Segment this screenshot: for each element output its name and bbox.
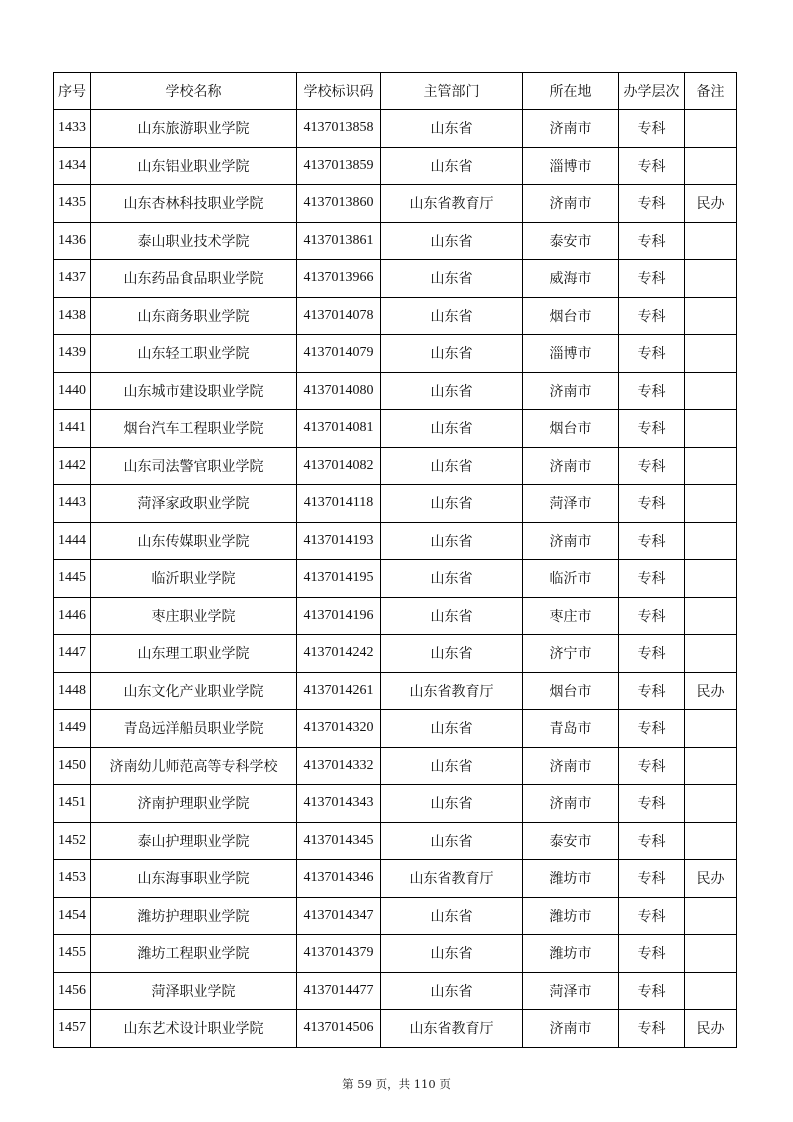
cell-level: 专科 (619, 185, 685, 223)
cell-seq: 1441 (54, 410, 91, 448)
cell-school-code: 4137014261 (297, 672, 381, 710)
cell-school-name: 山东铝业职业学院 (91, 147, 297, 185)
table-row (54, 785, 737, 823)
cell-location: 威海市 (523, 260, 619, 298)
table-row (54, 447, 737, 485)
cell-remark (685, 410, 737, 448)
cell-school-name: 山东轻工职业学院 (91, 335, 297, 373)
cell-remark: 民办 (685, 672, 737, 710)
cell-location: 济南市 (523, 747, 619, 785)
cell-seq: 1438 (54, 297, 91, 335)
cell-seq: 1449 (54, 710, 91, 748)
cell-school-name: 山东杏林科技职业学院 (91, 185, 297, 223)
table-row (54, 672, 737, 710)
cell-remark: 民办 (685, 1010, 737, 1048)
table-row (54, 485, 737, 523)
cell-remark (685, 147, 737, 185)
cell-remark (685, 222, 737, 260)
cell-remark (685, 822, 737, 860)
cell-department: 山东省 (381, 372, 523, 410)
table-row (54, 597, 737, 635)
cell-remark (685, 897, 737, 935)
cell-level: 专科 (619, 110, 685, 148)
cell-location: 菏泽市 (523, 485, 619, 523)
cell-school-code: 4137013966 (297, 260, 381, 298)
cell-school-name: 枣庄职业学院 (91, 597, 297, 635)
cell-remark (685, 260, 737, 298)
cell-school-code: 4137014082 (297, 447, 381, 485)
cell-level: 专科 (619, 710, 685, 748)
cell-location: 淄博市 (523, 147, 619, 185)
cell-location: 泰安市 (523, 822, 619, 860)
cell-remark (685, 297, 737, 335)
cell-level: 专科 (619, 785, 685, 823)
table-row (54, 185, 737, 223)
cell-location: 济南市 (523, 185, 619, 223)
cell-seq: 1439 (54, 335, 91, 373)
cell-school-name: 山东旅游职业学院 (91, 110, 297, 148)
cell-level: 专科 (619, 1010, 685, 1048)
cell-location: 临沂市 (523, 560, 619, 598)
cell-department: 山东省 (381, 222, 523, 260)
cell-seq: 1451 (54, 785, 91, 823)
table-row (54, 222, 737, 260)
cell-school-name: 山东药品食品职业学院 (91, 260, 297, 298)
cell-level: 专科 (619, 635, 685, 673)
cell-department: 山东省 (381, 822, 523, 860)
cell-level: 专科 (619, 860, 685, 898)
cell-level: 专科 (619, 147, 685, 185)
cell-department: 山东省 (381, 560, 523, 598)
table-row (54, 297, 737, 335)
cell-department: 山东省 (381, 335, 523, 373)
cell-school-name: 菏泽家政职业学院 (91, 485, 297, 523)
table-row (54, 522, 737, 560)
cell-seq: 1454 (54, 897, 91, 935)
cell-school-code: 4137013860 (297, 185, 381, 223)
cell-level: 专科 (619, 297, 685, 335)
cell-school-code: 4137014196 (297, 597, 381, 635)
cell-seq: 1448 (54, 672, 91, 710)
cell-department: 山东省 (381, 635, 523, 673)
table-row (54, 335, 737, 373)
header-school-code: 学校标识码 (297, 73, 381, 110)
table-row (54, 635, 737, 673)
cell-location: 济南市 (523, 1010, 619, 1048)
cell-school-code: 4137014320 (297, 710, 381, 748)
cell-location: 潍坊市 (523, 935, 619, 973)
cell-seq: 1437 (54, 260, 91, 298)
cell-seq: 1444 (54, 522, 91, 560)
cell-school-name: 济南护理职业学院 (91, 785, 297, 823)
cell-school-code: 4137014345 (297, 822, 381, 860)
cell-location: 济宁市 (523, 635, 619, 673)
table-row (54, 897, 737, 935)
cell-location: 枣庄市 (523, 597, 619, 635)
cell-remark (685, 785, 737, 823)
cell-school-code: 4137014347 (297, 897, 381, 935)
cell-seq: 1440 (54, 372, 91, 410)
cell-school-code: 4137014118 (297, 485, 381, 523)
cell-location: 潍坊市 (523, 860, 619, 898)
cell-level: 专科 (619, 897, 685, 935)
cell-level: 专科 (619, 935, 685, 973)
cell-school-code: 4137013861 (297, 222, 381, 260)
cell-school-name: 临沂职业学院 (91, 560, 297, 598)
cell-location: 济南市 (523, 372, 619, 410)
cell-department: 山东省 (381, 710, 523, 748)
cell-department: 山东省 (381, 897, 523, 935)
cell-seq: 1434 (54, 147, 91, 185)
cell-department: 山东省 (381, 447, 523, 485)
cell-school-code: 4137014343 (297, 785, 381, 823)
cell-school-name: 烟台汽车工程职业学院 (91, 410, 297, 448)
cell-location: 济南市 (523, 785, 619, 823)
cell-department: 山东省教育厅 (381, 1010, 523, 1048)
cell-school-code: 4137014079 (297, 335, 381, 373)
table-row (54, 747, 737, 785)
cell-department: 山东省 (381, 747, 523, 785)
cell-seq: 1433 (54, 110, 91, 148)
cell-remark (685, 747, 737, 785)
cell-department: 山东省 (381, 410, 523, 448)
cell-level: 专科 (619, 597, 685, 635)
cell-remark (685, 597, 737, 635)
cell-location: 烟台市 (523, 297, 619, 335)
cell-seq: 1447 (54, 635, 91, 673)
cell-location: 烟台市 (523, 410, 619, 448)
cell-remark (685, 972, 737, 1010)
cell-remark (685, 710, 737, 748)
cell-level: 专科 (619, 447, 685, 485)
cell-department: 山东省 (381, 935, 523, 973)
cell-location: 泰安市 (523, 222, 619, 260)
table-row (54, 1010, 737, 1048)
header-department: 主管部门 (381, 73, 523, 110)
cell-school-name: 山东理工职业学院 (91, 635, 297, 673)
cell-seq: 1453 (54, 860, 91, 898)
cell-department: 山东省 (381, 110, 523, 148)
cell-remark (685, 522, 737, 560)
cell-location: 淄博市 (523, 335, 619, 373)
header-location: 所在地 (523, 73, 619, 110)
cell-remark: 民办 (685, 185, 737, 223)
cell-school-code: 4137013858 (297, 110, 381, 148)
cell-location: 潍坊市 (523, 897, 619, 935)
cell-department: 山东省 (381, 260, 523, 298)
cell-school-name: 潍坊工程职业学院 (91, 935, 297, 973)
cell-department: 山东省 (381, 972, 523, 1010)
table-row (54, 935, 737, 973)
cell-remark (685, 335, 737, 373)
cell-department: 山东省教育厅 (381, 860, 523, 898)
table-row (54, 372, 737, 410)
table-row (54, 860, 737, 898)
cell-seq: 1442 (54, 447, 91, 485)
cell-seq: 1450 (54, 747, 91, 785)
cell-school-name: 山东文化产业职业学院 (91, 672, 297, 710)
header-school-name: 学校名称 (91, 73, 297, 110)
cell-level: 专科 (619, 260, 685, 298)
cell-school-code: 4137014195 (297, 560, 381, 598)
cell-school-code: 4137014242 (297, 635, 381, 673)
cell-department: 山东省 (381, 597, 523, 635)
cell-school-code: 4137014078 (297, 297, 381, 335)
cell-school-name: 泰山护理职业学院 (91, 822, 297, 860)
cell-school-code: 4137014477 (297, 972, 381, 1010)
cell-remark (685, 110, 737, 148)
cell-school-code: 4137014080 (297, 372, 381, 410)
cell-remark (685, 635, 737, 673)
cell-school-code: 4137013859 (297, 147, 381, 185)
school-list-table (53, 72, 737, 1048)
cell-school-name: 菏泽职业学院 (91, 972, 297, 1010)
table-row (54, 260, 737, 298)
cell-department: 山东省教育厅 (381, 185, 523, 223)
cell-school-name: 济南幼儿师范高等专科学校 (91, 747, 297, 785)
cell-seq: 1435 (54, 185, 91, 223)
table-header-row (54, 73, 737, 110)
cell-location: 济南市 (523, 110, 619, 148)
cell-location: 菏泽市 (523, 972, 619, 1010)
cell-location: 青岛市 (523, 710, 619, 748)
table-row (54, 972, 737, 1010)
cell-school-code: 4137014379 (297, 935, 381, 973)
cell-location: 济南市 (523, 447, 619, 485)
cell-school-name: 山东司法警官职业学院 (91, 447, 297, 485)
cell-level: 专科 (619, 522, 685, 560)
cell-level: 专科 (619, 972, 685, 1010)
cell-level: 专科 (619, 747, 685, 785)
cell-school-name: 泰山职业技术学院 (91, 222, 297, 260)
cell-department: 山东省 (381, 297, 523, 335)
cell-school-code: 4137014081 (297, 410, 381, 448)
cell-school-name: 青岛远洋船员职业学院 (91, 710, 297, 748)
header-remark: 备注 (685, 73, 737, 110)
page-footer: 第 59 页，共 110 页 (342, 1077, 451, 1091)
cell-school-code: 4137014346 (297, 860, 381, 898)
table-row (54, 822, 737, 860)
cell-seq: 1436 (54, 222, 91, 260)
cell-school-name: 山东海事职业学院 (91, 860, 297, 898)
cell-department: 山东省 (381, 485, 523, 523)
cell-school-name: 潍坊护理职业学院 (91, 897, 297, 935)
table-row (54, 410, 737, 448)
cell-school-name: 山东传媒职业学院 (91, 522, 297, 560)
cell-school-name: 山东城市建设职业学院 (91, 372, 297, 410)
table-row (54, 110, 737, 148)
cell-seq: 1455 (54, 935, 91, 973)
cell-level: 专科 (619, 672, 685, 710)
cell-level: 专科 (619, 335, 685, 373)
cell-remark (685, 372, 737, 410)
cell-level: 专科 (619, 485, 685, 523)
cell-level: 专科 (619, 222, 685, 260)
cell-remark (685, 560, 737, 598)
cell-department: 山东省 (381, 147, 523, 185)
cell-school-code: 4137014193 (297, 522, 381, 560)
cell-seq: 1445 (54, 560, 91, 598)
cell-school-code: 4137014506 (297, 1010, 381, 1048)
cell-remark (685, 447, 737, 485)
table-body (54, 110, 737, 1048)
cell-department: 山东省教育厅 (381, 672, 523, 710)
header-level: 办学层次 (619, 73, 685, 110)
cell-seq: 1443 (54, 485, 91, 523)
table-row (54, 147, 737, 185)
cell-location: 烟台市 (523, 672, 619, 710)
cell-department: 山东省 (381, 785, 523, 823)
cell-level: 专科 (619, 410, 685, 448)
cell-remark: 民办 (685, 860, 737, 898)
cell-school-name: 山东艺术设计职业学院 (91, 1010, 297, 1048)
cell-seq: 1457 (54, 1010, 91, 1048)
cell-school-name: 山东商务职业学院 (91, 297, 297, 335)
header-seq: 序号 (54, 73, 91, 110)
cell-seq: 1446 (54, 597, 91, 635)
cell-level: 专科 (619, 372, 685, 410)
cell-level: 专科 (619, 822, 685, 860)
cell-remark (685, 485, 737, 523)
table-row (54, 710, 737, 748)
cell-seq: 1452 (54, 822, 91, 860)
cell-seq: 1456 (54, 972, 91, 1010)
cell-location: 济南市 (523, 522, 619, 560)
table-row (54, 560, 737, 598)
cell-level: 专科 (619, 560, 685, 598)
cell-department: 山东省 (381, 522, 523, 560)
cell-remark (685, 935, 737, 973)
cell-school-code: 4137014332 (297, 747, 381, 785)
